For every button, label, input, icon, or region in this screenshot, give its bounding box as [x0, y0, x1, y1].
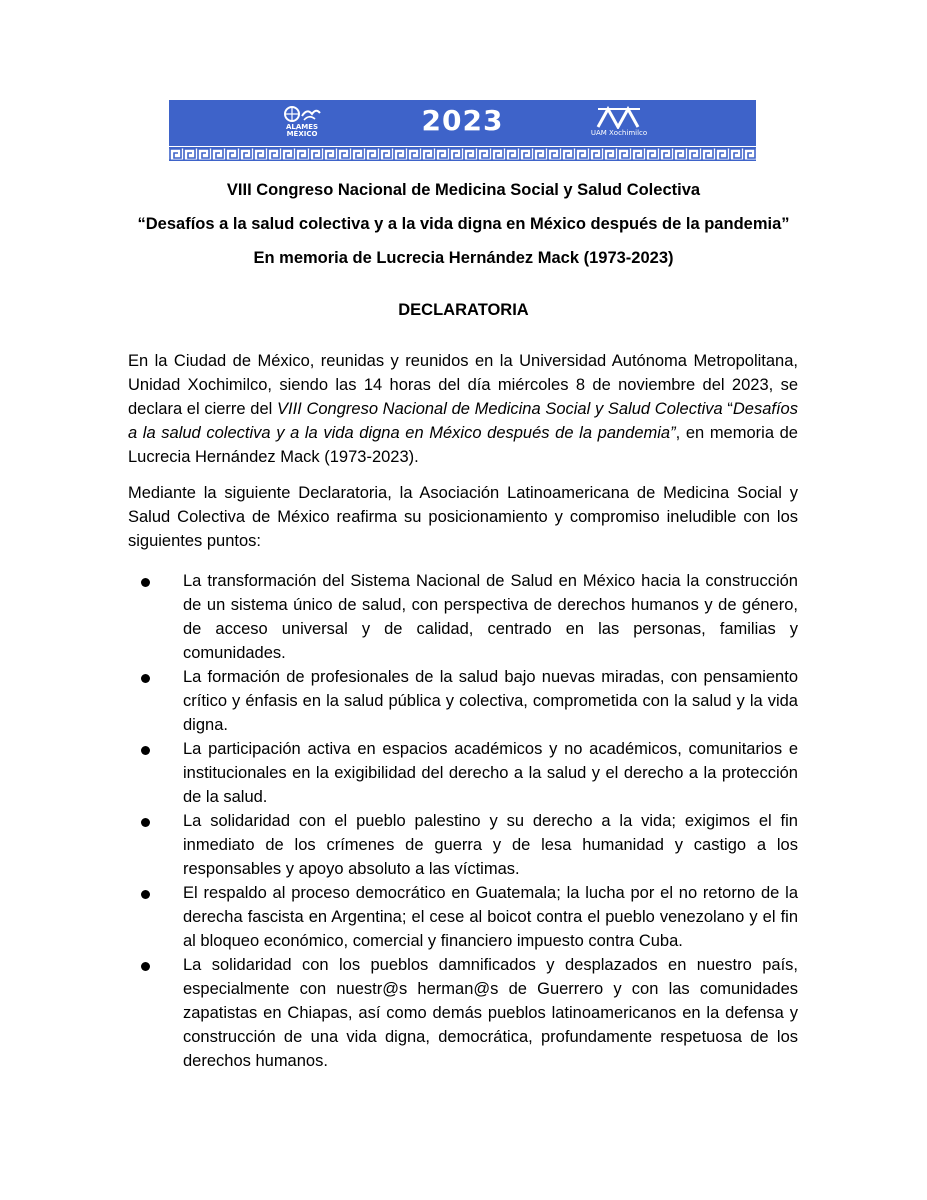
point-text: La solidaridad con el pueblo palestino y su derecho a la vida; exigimos el fin inmediato de los crímenes de guerra y de lesa humanidad y castigo a los responsables y apoyo absoluto a las víctimas.: [183, 812, 798, 878]
point-text: La transformación del Sistema Nacional de Salud en México hacia la construcción de un sistema único de salud, con perspectiva de derechos humanos y de género, de acceso universal y de calidad, centrado en las personas, familias y comunidades.: [183, 572, 798, 662]
list-item: [128, 881, 798, 953]
uam-emblem-icon: [596, 105, 642, 129]
declaration-text: Mediante la siguiente Declaratoria, la Asociación Latinoamericana de Medicina Social y Salud Colectiva de México reafirma su posicionamiento y compromiso ineludible con los siguientes puntos:: [128, 484, 798, 550]
bullet-icon: [141, 746, 150, 755]
intro-text-2: “: [722, 400, 733, 418]
list-item: [128, 569, 798, 665]
congress-theme: “Desafíos a la salud colectiva y a la vida digna en México después de la pandemia”: [137, 215, 790, 233]
uam-logo-text: UAM Xochimilco: [590, 129, 648, 137]
list-item: [128, 953, 798, 1073]
congress-banner: [169, 100, 756, 162]
congress-title: VIII Congreso Nacional de Medicina Social y Salud Colectiva: [226, 181, 701, 199]
intro-paragraph: [128, 349, 798, 469]
memorial-line: En memoria de Lucrecia Hernández Mack (1973-2023): [253, 249, 674, 267]
banner-year: 2023: [421, 104, 504, 137]
bullet-icon: [141, 890, 150, 899]
intro-text-1: En la Ciudad de México, reunidas y reunidos en la Universidad Autónoma Metropolitana, Unidad Xochimilco, siendo las 14 horas del día miércoles 8 de noviembre del 2023, se declara el cierre del: [128, 352, 798, 418]
alames-logo-line1: ALAMES: [285, 123, 319, 131]
list-item: [128, 809, 798, 881]
declaration-paragraph: [128, 481, 798, 553]
intro-theme-name: Desafíos a la salud colectiva y a la vida digna en México después de la pandemia”: [128, 400, 798, 442]
alames-logo-line2: MÉXICO: [286, 130, 318, 138]
list-item: [128, 665, 798, 737]
intro-text-3: , en memoria de Lucrecia Hernández Mack (1973-2023).: [128, 424, 798, 466]
bullet-icon: [141, 818, 150, 827]
bullet-icon: [141, 578, 150, 587]
point-text: El respaldo al proceso democrático en Guatemala; la lucha por el no retorno de la derecha fascista en Argentina; el cese al boicot contra el pueblo venezolano y el fin al bloqueo económico, comercial y financiero impuesto contra Cuba.: [183, 884, 798, 950]
declaration-points-list: [128, 569, 798, 1073]
intro-congress-name: VIII Congreso Nacional de Medicina Social y Salud Colectiva: [277, 400, 723, 418]
declaration-title: DECLARATORIA: [398, 301, 529, 319]
greek-fret-border: [169, 147, 756, 161]
bullet-icon: [141, 674, 150, 683]
point-text: La solidaridad con los pueblos damnificados y desplazados en nuestro país, especialmente con nuestr@s herman@s de Guerrero y con las comunidades zapatistas en Chiapas, así como demás pueblos latinoamericanos en la defensa y construcción de una vida digna, democrática, profundamente respetuosa de los derechos humanos.: [183, 956, 798, 1070]
point-text: La participación activa en espacios académicos y no académicos, comunitarios e institucionales en la exigibilidad del derecho a la salud y el derecho a la protección de la salud.: [183, 740, 798, 806]
point-text: La formación de profesionales de la salud bajo nuevas miradas, con pensamiento crítico y énfasis en la salud pública y colectiva, comprometida con la salud y la vida digna.: [183, 668, 798, 734]
bullet-icon: [141, 962, 150, 971]
list-item: [128, 737, 798, 809]
uam-xochimilco-logo: [574, 105, 664, 143]
